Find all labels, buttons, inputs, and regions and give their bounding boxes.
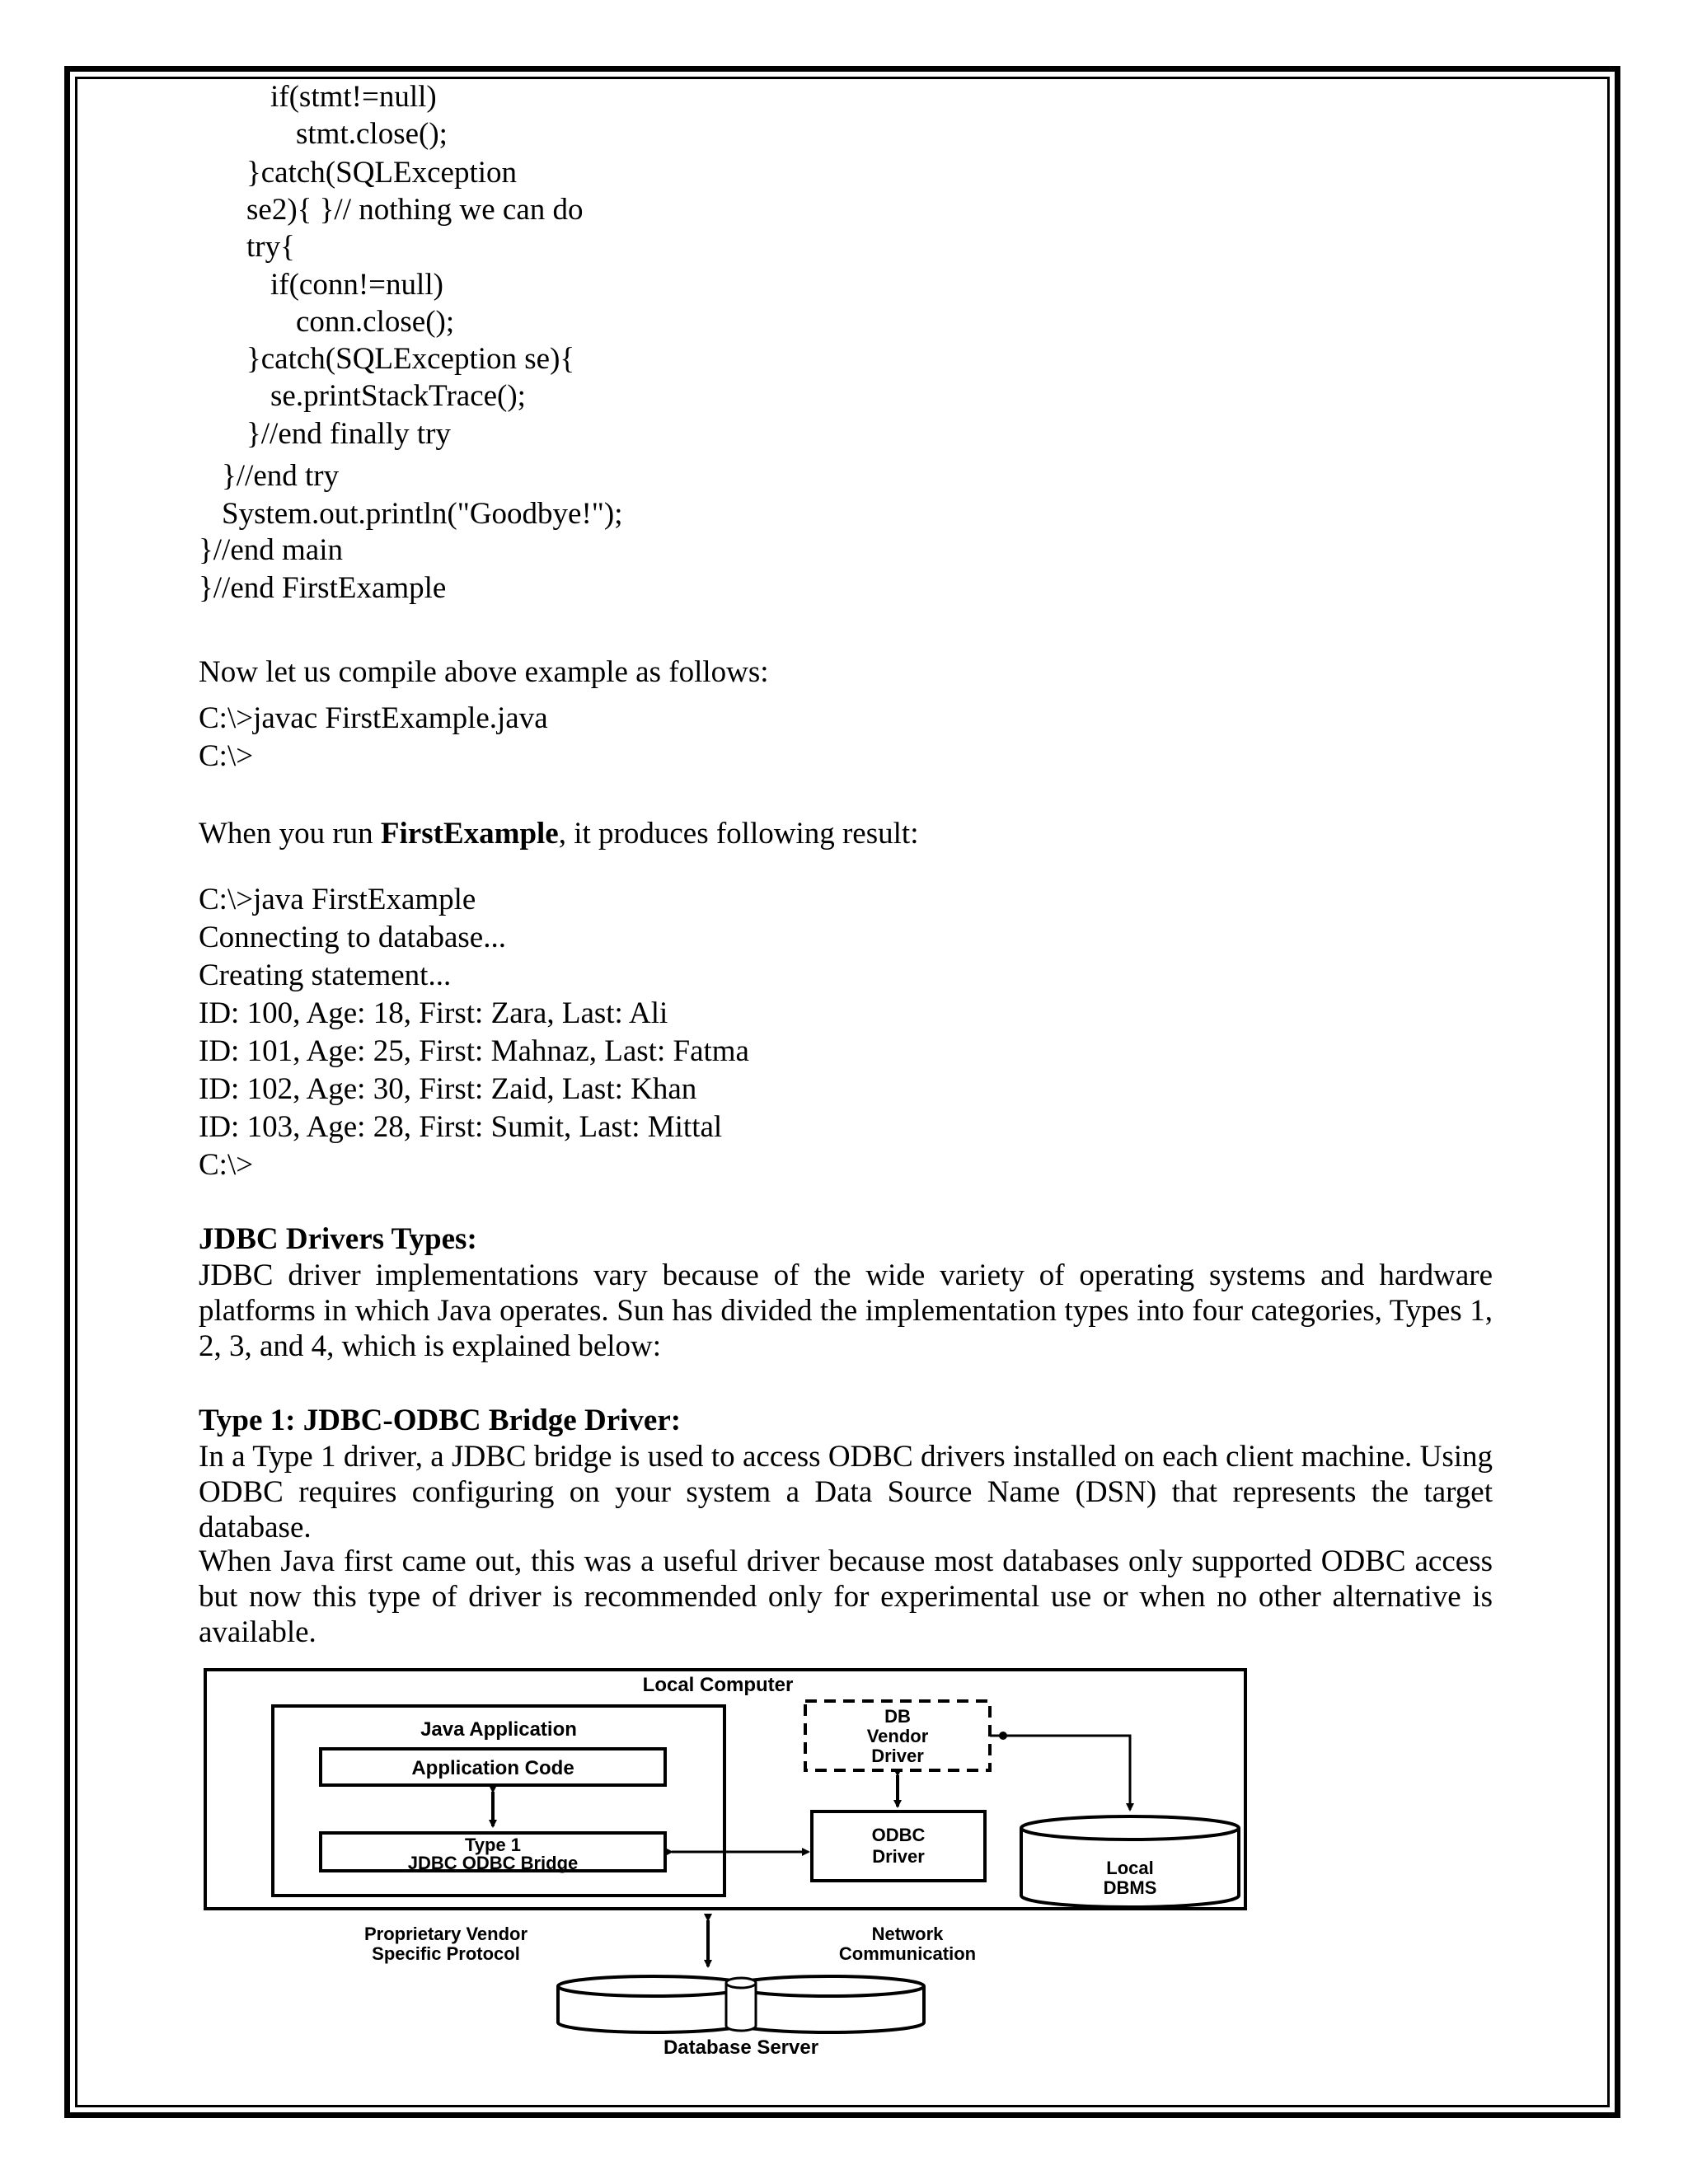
type1-driver-diagram [199,1663,1254,2059]
code-line: }//end FirstExample [199,571,447,605]
proprietary-label-1: Proprietary Vendor [363,1924,528,1944]
output-line: ID: 100, Age: 18, First: Zara, Last: Ali [199,996,668,1030]
output-line: Creating statement... [199,958,452,992]
db-vendor-label-3: Driver [871,1746,924,1766]
compile-command: C:\>javac FirstExample.java [199,701,548,735]
code-line: try{ [246,230,295,264]
code-line: conn.close(); [296,305,455,339]
db-server-right-top [733,1976,924,1996]
code-line: stmt.close(); [296,117,448,151]
drivers-heading: JDBC Drivers Types: [199,1222,477,1256]
drivers-paragraph: JDBC driver implementations vary because of the wide variety of operating systems and hardware platforms in which Java operates. Sun has divided the implementation types into four categories, Types 1, 2, 3, and 4, which is explained below: [199,1258,1493,1363]
output-line: Connecting to database... [199,921,506,954]
code-line: if(stmt!=null) [270,80,437,114]
code-line: }catch(SQLException se){ [246,342,575,376]
db-server-middle-body [726,1983,756,2031]
db-vendor-label-1: DB [884,1706,911,1727]
code-line: if(conn!=null) [270,268,443,302]
type1-paragraph-1: In a Type 1 driver, a JDBC bridge is used to access ODBC drivers installed on each client machine. Using ODBC requires configuring on your system a Data Source Name (DSN) that represents the target database. [199,1440,1493,1544]
local-dbms-cylinder-top [1021,1816,1239,1840]
type1-label: Type 1 [464,1835,522,1855]
run-intro [199,816,918,852]
run-intro-program: FirstExample [380,817,559,851]
output-line: ID: 103, Age: 28, First: Sumit, Last: Mittal [199,1110,723,1144]
output-line: ID: 102, Age: 30, First: Zaid, Last: Khan [199,1072,697,1106]
db-server-middle-top [726,1978,756,1988]
local-dbms-label-2: DBMS [1103,1877,1157,1898]
proprietary-label-2: Specific Protocol [372,1943,520,1964]
output-line: ID: 101, Age: 25, First: Mahnaz, Last: Fatma [199,1034,749,1068]
type1-paragraph-2: When Java first came out, this was a useful driver because most databases only supported ODBC access but now this type of driver is recommended only for experimental use or when no other alternative is available. [199,1544,1493,1649]
code-line: }catch(SQLException [246,156,518,190]
output-line: C:\> [199,1148,254,1182]
jdbc-odbc-bridge-label: JDBC ODBC Bridge [407,1853,579,1873]
code-line: System.out.println("Goodbye!"); [222,497,623,531]
code-line: se.printStackTrace(); [270,379,526,413]
vendor-to-dbms-arrow [990,1736,1130,1810]
java-application-label: Java Application [420,1718,577,1741]
compile-prompt: C:\> [199,739,254,773]
odbc-label-1: ODBC [871,1825,926,1845]
run-intro-after: , it produces following result: [558,817,919,851]
type1-heading: Type 1: JDBC-ODBC Bridge Driver: [199,1404,682,1437]
code-line: }//end main [199,533,343,567]
code-line: }//end finally try [246,417,451,451]
database-server-label: Database Server [663,2036,819,2059]
output-line: C:\>java FirstExample [199,883,476,916]
db-server-left-top [558,1976,749,1996]
local-computer-label: Local Computer [642,1674,794,1696]
compile-intro: Now let us compile above example as follows: [199,655,769,689]
odbc-label-2: Driver [872,1846,925,1867]
run-intro-before: When you run [199,817,381,851]
local-dbms-label-1: Local [1106,1858,1154,1878]
application-code-label: Application Code [411,1757,574,1779]
network-label-2: Communication [838,1943,977,1964]
network-label-1: Network [871,1924,944,1944]
code-line: }//end try [222,459,340,493]
db-vendor-label-2: Vendor [866,1726,929,1746]
code-line: se2){ }// nothing we can do [246,193,584,227]
